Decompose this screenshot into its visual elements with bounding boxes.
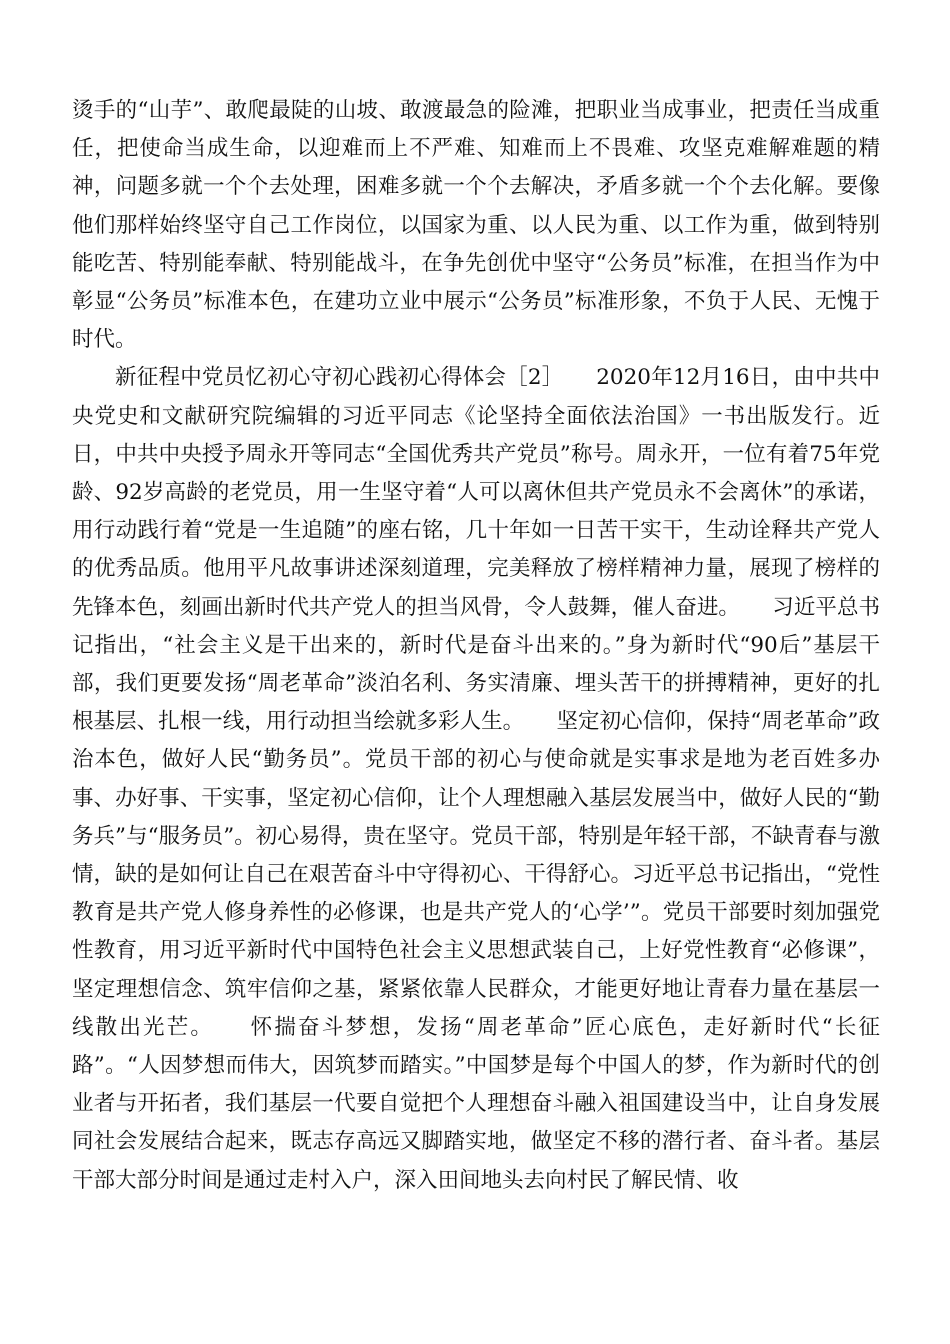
body-paragraph-article: 新征程中党员忆初心守初心践初心得体会［2］ 2020年12月16日，由中共中央党史和文献研究院编辑的习近平同志《论坚持全面依法治国》一书出版发行。近日，中共中央授予周永开等同志“全国优秀共产党员”称号。周永开，一位有着75年党龄、92岁高龄的老党员，用一生坚守着“人可以离休但共产党员永不会离休”的承诺，用行动践行着“党是一生追随”的座右铭，几十年如一日苦干实干，生动诠释共产党人的优秀品质。他用平凡故事讲述深刻道理，完美释放了榜样精神力量，展现了榜样的先锋本色，刻画出新时代共产党人的担当风骨，令人鼓舞，催人奋进。 习近平总书记指出，“社会主义是干出来的，新时代是奋斗出来的。”身为新时代“90后”基层干部，我们更要发扬“周老革命”淡泊名利、务实清廉、埋头苦干的拼搏精神，更好的扎根基层、扎根一线，用行动担当绘就多彩人生。 坚定初心信仰，保持“周老革命”政治本色，做好人民“勤务员”。党员干部的初心与使命就是实事求是地为老百姓多办事、办好事、干实事，坚定初心信仰，让个人理想融入基层发展当中，做好人民的“勤务兵”与“服务员”。初心易得，贵在坚守。党员干部，特别是年轻干部，不缺青春与激情，缺的是如何让自己在艰苦奋斗中守得初心、干得舒心。习近平总书记指出，“党性教育是共产党人修身养性的必修课，也是共产党人的‘心学’”。党员干部要时刻加强党性教育，用习近平新时代中国特色社会主义思想武装自己，上好党性教育“必修课”，坚定理想信念、筑牢信仰之基，紧紧依靠人民群众，才能更好地让青春力量在基层一线散出光芒。 怀揣奋斗梦想，发扬“周老革命”匠心底色，走好新时代“长征路”。“人因梦想而伟大，因筑梦而踏实。”中国梦是每个中国人的梦，作为新时代的创业者与开拓者，我们基层一代要自觉把个人理想奋斗融入祖国建设当中，让自身发展同社会发展结合起来，既志存高远又脚踏实地，做坚定不移的潜行者、奋斗者。基层干部大部分时间是通过走村入户，深入田间地头去向村民了解民情、收	[72, 365, 880, 1193]
document-page	[72, 92, 880, 1200]
body-paragraph-continued: 烫手的“山芋”、敢爬最陡的山坡、敢渡最急的险滩，把职业当成事业，把责任当成重任，把使命当成生命，以迎难而上不严难、知难而上不畏难、攻坚克难解难题的精神，问题多就一个个去处理，困难多就一个个去解决，矛盾多就一个个去化解。要像他们那样始终坚守自己工作岗位，以国家为重、以人民为重、以工作为重，做到特别能吃苦、特别能奉献、特别能战斗，在争先创优中坚守“公务员”标准，在担当作为中彰显“公务员”标准本色，在建功立业中展示“公务员”标准形象，不负于人民、无愧于时代。	[72, 98, 880, 353]
